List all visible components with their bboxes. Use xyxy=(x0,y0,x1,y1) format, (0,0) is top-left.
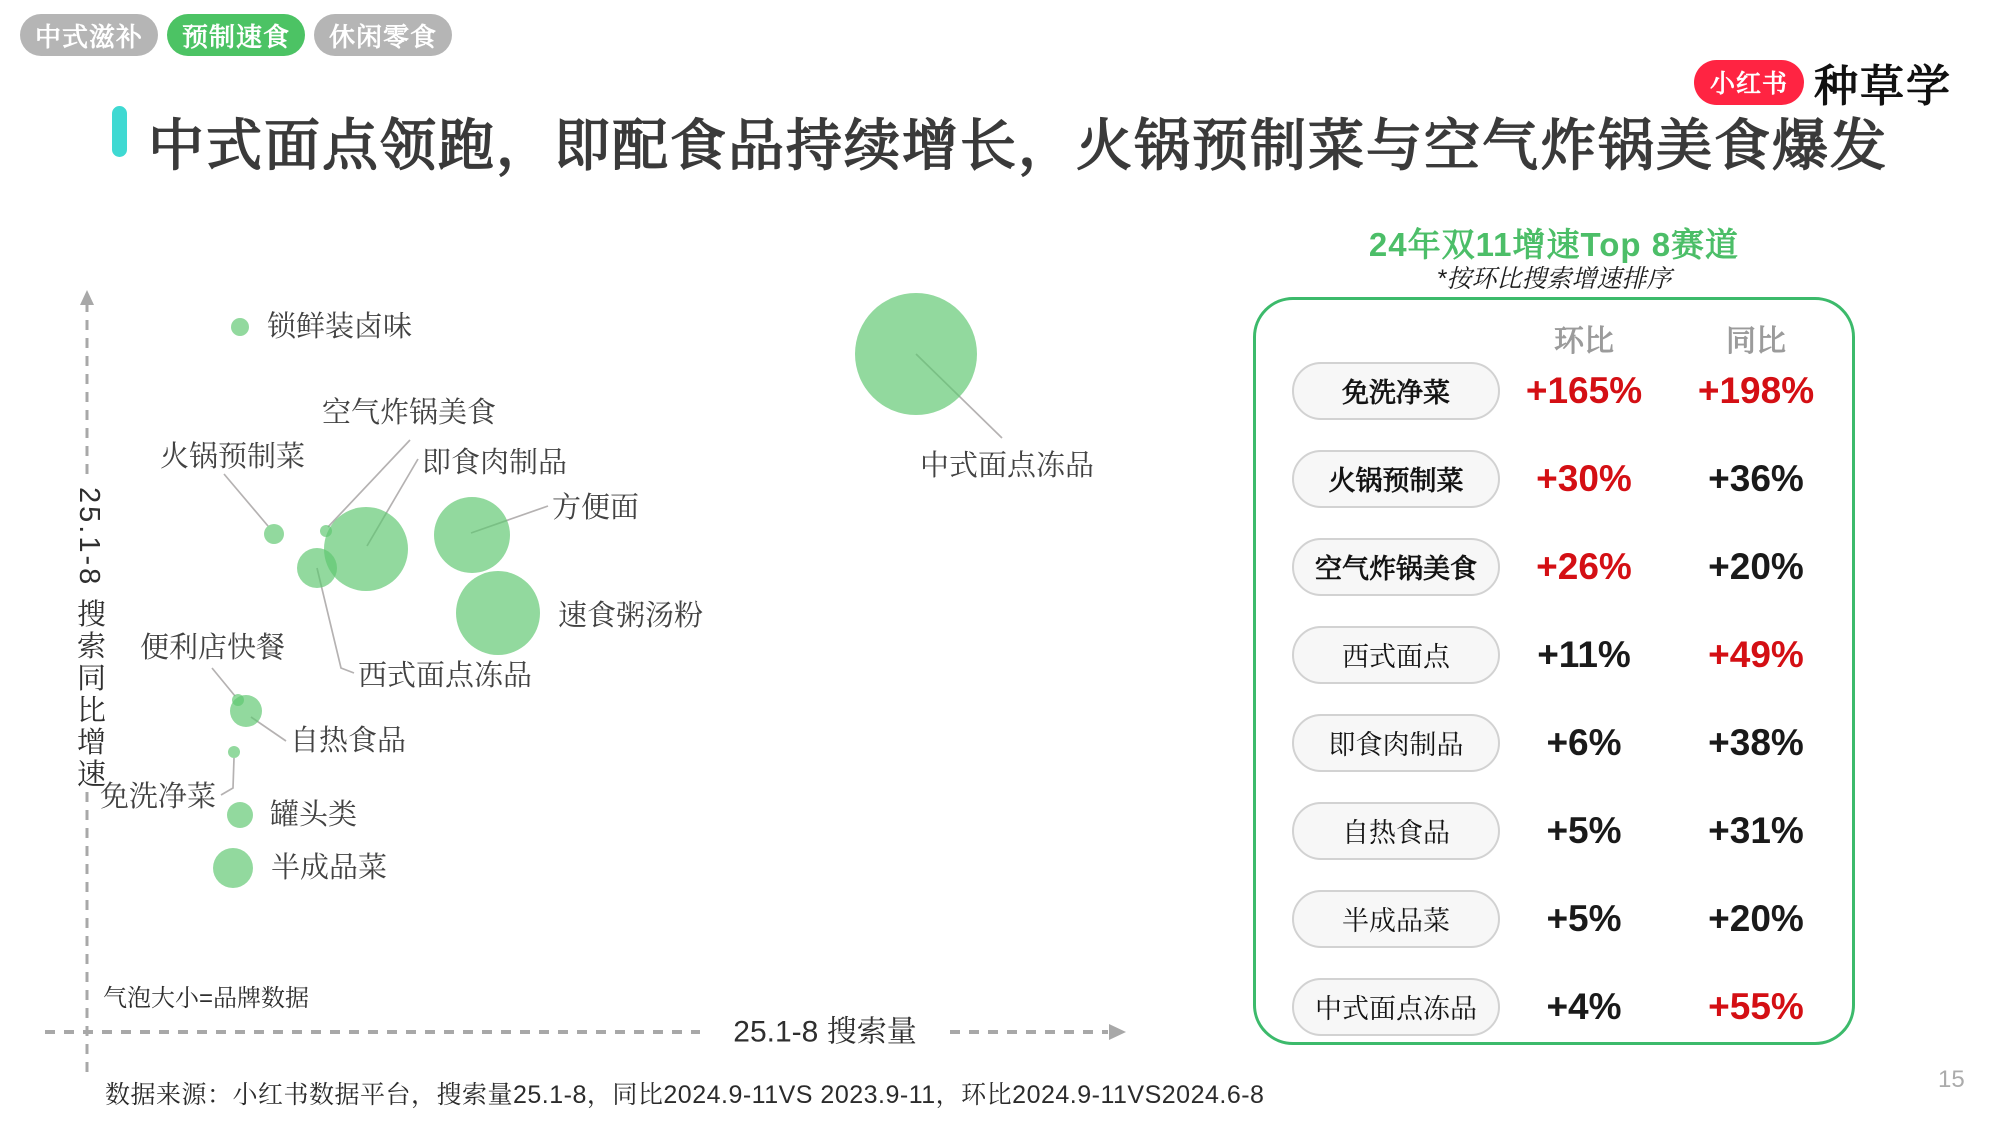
data-source-note: 数据来源：小红书数据平台，搜索量25.1-8，同比2024.9-11VS 2023.9-11，环比2024.9-11VS2024.6-8 xyxy=(105,1081,1265,1109)
top8-table xyxy=(1253,297,1855,1045)
bubble-label-5: 方便面 xyxy=(552,492,640,524)
x-axis-label: 25.1-8 搜索量 xyxy=(733,1015,917,1049)
tab-2[interactable]: 休闲零食 xyxy=(314,14,452,56)
y-axis-arrow-icon xyxy=(80,290,94,305)
value-yoy-6: +20% xyxy=(1708,898,1804,939)
value-mom-0: +165% xyxy=(1525,370,1643,411)
bubble-2 xyxy=(264,524,284,544)
bubble-label-7: 西式面点冻品 xyxy=(358,660,533,692)
track-pill-5: 自热食品 xyxy=(1292,802,1500,860)
page-title: 中式面点领跑，即配食品持续增长，火锅预制菜与空气炸锅美食爆发 xyxy=(148,114,1888,177)
track-pill-0: 免洗净菜 xyxy=(1292,362,1500,420)
value-mom-3: +11% xyxy=(1537,634,1631,675)
bubble-9 xyxy=(230,695,262,727)
panel-title: 24年双11增速Top 8赛道 xyxy=(1368,226,1740,263)
bubble-5 xyxy=(434,497,510,573)
bubble-4 xyxy=(324,507,408,591)
bubble-label-12: 半成品菜 xyxy=(271,852,388,884)
leader-line-10 xyxy=(221,758,234,795)
bubble-10 xyxy=(228,746,240,758)
value-mom-6: +5% xyxy=(1546,898,1622,939)
value-yoy-5: +31% xyxy=(1708,810,1804,851)
bubble-6 xyxy=(456,571,540,655)
leader-line-8 xyxy=(212,668,235,696)
value-yoy-2: +20% xyxy=(1708,546,1804,587)
bubble-size-note: 气泡大小=品牌数据 xyxy=(103,985,310,1012)
bubble-label-11: 罐头类 xyxy=(270,799,358,831)
value-yoy-1: +36% xyxy=(1708,458,1804,499)
track-pill-4: 即食肉制品 xyxy=(1292,714,1500,772)
logo-brand-text: 种草学 xyxy=(1814,62,1952,111)
column-header-0: 环比 xyxy=(1554,325,1614,358)
panel-sort-note: *按环比搜索增速排序 xyxy=(1436,265,1672,293)
value-mom-4: +6% xyxy=(1546,722,1622,763)
bubble-label-8: 便利店快餐 xyxy=(140,632,286,664)
bubble-label-2: 火锅预制菜 xyxy=(160,441,306,473)
value-mom-7: +4% xyxy=(1546,986,1622,1027)
bubble-12 xyxy=(213,848,253,888)
x-axis-arrow-icon xyxy=(1109,1024,1126,1040)
bubble-label-1: 中式面点冻品 xyxy=(919,450,1095,482)
y-axis-label: 25.1-8 搜索同比增速 xyxy=(73,487,105,791)
bubble-11 xyxy=(227,802,253,828)
track-pill-7: 中式面点冻品 xyxy=(1292,978,1500,1036)
value-mom-5: +5% xyxy=(1546,810,1622,851)
value-yoy-7: +55% xyxy=(1708,986,1804,1027)
bubble-label-3: 空气炸锅美食 xyxy=(322,397,497,429)
page-number: 15 xyxy=(1938,1066,1965,1093)
bubble-label-0: 锁鲜装卤味 xyxy=(267,311,413,343)
track-pill-2: 空气炸锅美食 xyxy=(1292,538,1500,596)
bubble-label-4: 即食肉制品 xyxy=(422,447,568,479)
value-yoy-4: +38% xyxy=(1708,722,1804,763)
leader-line-2 xyxy=(224,474,268,526)
bubble-label-6: 速食粥汤粉 xyxy=(558,600,704,632)
value-yoy-0: +198% xyxy=(1697,370,1815,411)
bubble-label-10: 免洗净菜 xyxy=(100,781,217,813)
track-pill-6: 半成品菜 xyxy=(1292,890,1500,948)
xiaohongshu-badge-icon: 小红书 xyxy=(1694,60,1804,105)
value-yoy-3: +49% xyxy=(1708,634,1804,675)
bubble-1 xyxy=(855,293,977,415)
value-mom-1: +30% xyxy=(1536,458,1632,499)
track-pill-3: 西式面点 xyxy=(1292,626,1500,684)
bubble-7 xyxy=(297,548,337,588)
bubble-0 xyxy=(231,318,249,336)
tab-0[interactable]: 中式滋补 xyxy=(20,14,158,56)
column-header-1: 同比 xyxy=(1726,325,1786,358)
track-pill-1: 火锅预制菜 xyxy=(1292,450,1500,508)
bubble-label-9: 自热食品 xyxy=(290,725,407,757)
value-mom-2: +26% xyxy=(1536,546,1632,587)
tab-1[interactable]: 预制速食 xyxy=(167,14,305,56)
